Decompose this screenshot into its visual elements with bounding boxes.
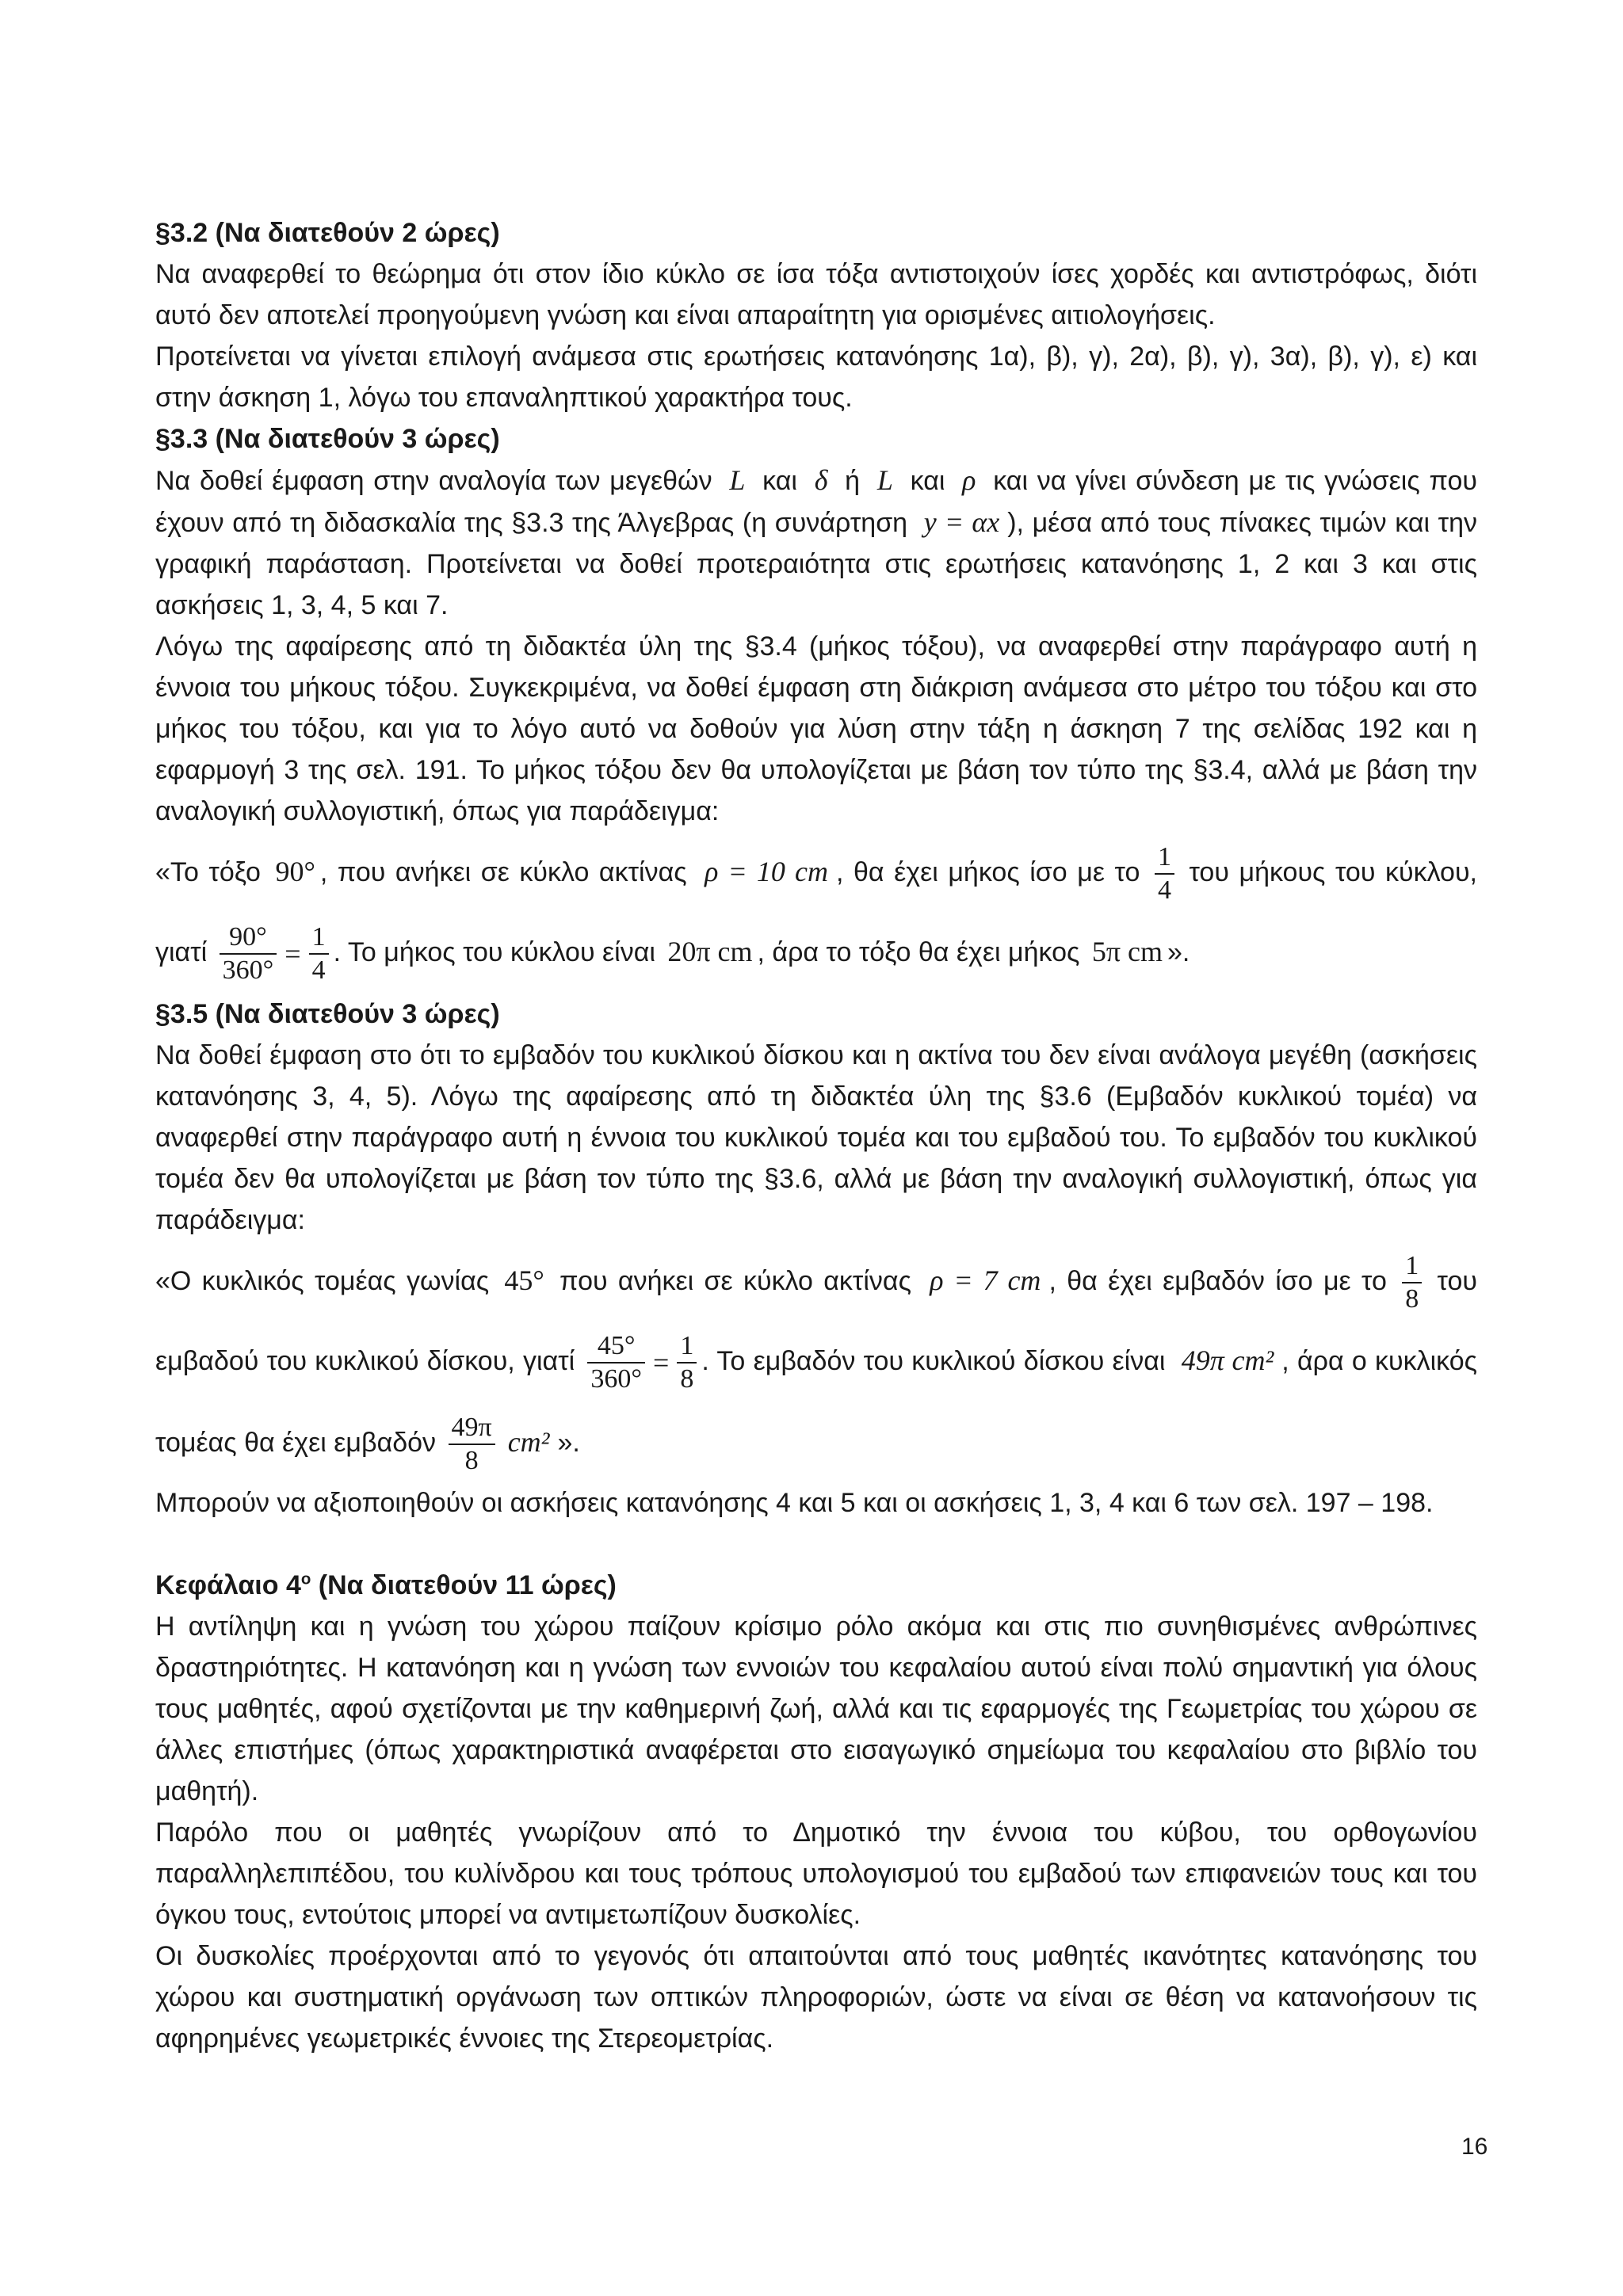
math-function: y = αx xyxy=(923,506,1000,538)
math-radius: ρ = 10 cm xyxy=(705,856,828,887)
math-disk-area: 49π cm² xyxy=(1181,1344,1274,1377)
paragraph: Η αντίληψη και η γνώση του χώρου παίζουν κρίσιμο ρόλο ακόμα και στις πιο συνηθισμένες ανθρώπινες δραστηριότητες. Η κατανόηση και η γνώση των εννοιών του κεφαλαίου αυτού είναι πολύ σημαντική για όλους τους μαθητές, αφού σχετίζονται με την καθημερινή ζωή, αλλά και τις εφαρμογές της Γεωμετρίας του χώρου σε άλλες επιστήμες (όπως χαρακτηριστικά αναφέρεται στο εισαγωγικό σημείωμα του κεφαλαίου στο βιβλίο του μαθητή). xyxy=(155,1611,1477,1807)
paragraph-example-sector: «Ο κυκλικός τομέας γωνίας 45° που ανήκει σε κύκλο ακτίνας ρ = 7 cm , θα έχει εμβαδόν ίσο με το $\frac{1}{8}$ του εμβαδού του κυκλικού δίσκου, γιατί $\frac{45^\circ}{360^\circ}$ = $\frac{1}{8}$ . Το εμβαδόν του κυκλικού δίσκου είναι 49π cm² , άρα ο κυκλικός τομέας θα έχει εμβαδόν $\frac{49\pi}{8}$ cm² ». xyxy=(155,1251,1477,1476)
math-L: L xyxy=(876,464,893,496)
math-arc-length: 5π cm xyxy=(1091,936,1163,967)
paragraph: Να αναφερθεί το θεώρημα ότι στον ίδιο κύκλο σε ίσα τόξα αντιστοιχούν ίσες χορδές και αντιστρόφως, διότι αυτό δεν αποτελεί προηγούμενη γνώση και είναι απαραίτητη για ορισμένες αιτιολογήσεις. xyxy=(155,259,1477,330)
math-radius: ρ = 7 cm xyxy=(930,1264,1041,1297)
paragraph: Να δοθεί έμφαση στην αναλογία των μεγεθών L και δ ή L και ρ και να γίνει σύνδεση με τις γνώσεις που έχουν από τη διδασκαλία της §3.3 της Άλγεβρας (η συνάρτηση y = αx ), μέσα από τους πίνακες τιμών και την γραφική παράσταση. Προτείνεται να δοθεί προτεραιότητα στις ερωτήσεις κατανόησης 1, 2 και 3 και στις ασκήσεις 1, 3, 4, 5 και 7. xyxy=(155,464,1477,620)
math-fraction: $\frac{1}{8}$ xyxy=(1402,1250,1422,1315)
math-angle: 90° xyxy=(275,856,315,887)
spacer xyxy=(155,1524,1477,1565)
page-number: 16 xyxy=(1461,2134,1488,2160)
paragraph: Να δοθεί έμφαση στο ότι το εμβαδόν του κυκλικού δίσκου και η ακτίνα του δεν είναι ανάλογα μεγέθη (ασκήσεις κατανόησης 3, 4, 5). Λόγω της αφαίρεσης από τη διδακτέα ύλη της §3.6 (Εμβαδόν κυκλικού τομέα) να αναφερθεί στην παράγραφο αυτή η έννοια του κυκλικού τομέα και του εμβαδού του. Το εμβαδόν του κυκλικού τομέα δεν θα υπολογίζεται με βάση τον τύπο της §3.6, αλλά με βάση την αναλογική συλλογιστική, όπως για παράδειγμα: xyxy=(155,1040,1477,1236)
math-fraction: $\frac{49\pi}{8}$ xyxy=(449,1412,495,1477)
math-fraction: $\frac{90^\circ}{360^\circ}$ xyxy=(220,921,277,986)
math-angle: 45° xyxy=(504,1264,544,1297)
math-rho: ρ xyxy=(962,464,976,496)
math-fraction: $\frac{1}{4}$ xyxy=(1155,841,1174,906)
section-heading-3-3: §3.3 (Να διατεθούν 3 ώρες) xyxy=(155,424,500,454)
math-delta: δ xyxy=(814,464,828,496)
paragraph: Προτείνεται να γίνεται επιλογή ανάμεσα στις ερωτήσεις κατανόησης 1α), β), γ), 2α), β), γ), 3α), β), γ), ε) και στην άσκηση 1, λόγω του επαναληπτικού χαρακτήρα τους. xyxy=(155,341,1477,413)
section-heading-3-2: §3.2 (Να διατεθούν 2 ώρες) xyxy=(155,218,500,248)
paragraph: Οι δυσκολίες προέρχονται από το γεγονός ότι απαιτούνται από τους μαθητές ικανότητες κατανόησης του χώρου και συστηματική οργάνωση των οπτικών πληροφοριών, ώστε να είναι σε θέση να κατανοήσουν τις αφηρημένες γεωμετρικές έννοιες της Στερεομετρίας. xyxy=(155,1941,1477,2054)
paragraph: Λόγω της αφαίρεσης από τη διδακτέα ύλη της §3.4 (μήκος τόξου), να αναφερθεί στην παράγραφο αυτή η έννοια του μήκους τόξου. Συγκεκριμένα, να δοθεί έμφαση στη διάκριση ανάμεσα στο μέτρο του τόξου και στο μήκος του τόξου, και για το λόγο αυτό να δοθούν για λύση στην τάξη η άσκηση 7 της σελίδας 192 και η εφαρμογή 3 της σελ. 191. Το μήκος τόξου δεν θα υπολογίζεται με βάση τον τύπο της §3.4, αλλά με βάση την αναλογική συλλογιστική, όπως για παράδειγμα: xyxy=(155,631,1477,826)
math-fraction: $\frac{1}{8}$ xyxy=(677,1330,697,1395)
paragraph: Παρόλο που οι μαθητές γνωρίζουν από το Δημοτικό την έννοια του κύβου, του ορθογωνίου παραλληλεπιπέδου, του κυλίνδρου και τους τρόπους υπολογισμού του εμβαδού των επιφανειών τους και του όγκου τους, εντούτοις μπορεί να αντιμετωπίζουν δυσκολίες. xyxy=(155,1817,1477,1931)
math-equals: = xyxy=(653,1347,670,1379)
math-fraction: $\frac{1}{4}$ xyxy=(309,921,329,986)
math-equals: = xyxy=(285,938,301,971)
chapter-heading-4: Κεφάλαιο $4^o$ (Να διατεθούν 11 ώρες) xyxy=(155,1570,617,1601)
math-unit: cm² xyxy=(507,1426,550,1459)
section-heading-3-5: §3.5 (Να διατεθούν 3 ώρες) xyxy=(155,999,500,1030)
paragraph: Μπορούν να αξιοποιηθούν οι ασκήσεις κατανόησης 4 και 5 και οι ασκήσεις 1, 3, 4 και 6 των σελ. 197 – 198. xyxy=(155,1488,1434,1519)
math-circumference: 20π cm xyxy=(667,936,753,967)
math-L: L xyxy=(729,464,746,496)
paragraph-example-arc: «Το τόξο 90° , που ανήκει σε κύκλο ακτίνας ρ = 10 cm , θα έχει μήκος ίσο με το $\frac{1}{4}$ του μήκους του κύκλου, γιατί $\frac{90^\circ}{360^\circ}$ = $\frac{1}{4}$ . Το μήκος του κύκλου είναι 20π cm , άρα το τόξο θα έχει μήκος 5π cm ». xyxy=(155,842,1478,986)
document-body xyxy=(155,212,1477,2059)
math-fraction: $\frac{45^\circ}{360^\circ}$ xyxy=(587,1330,645,1395)
